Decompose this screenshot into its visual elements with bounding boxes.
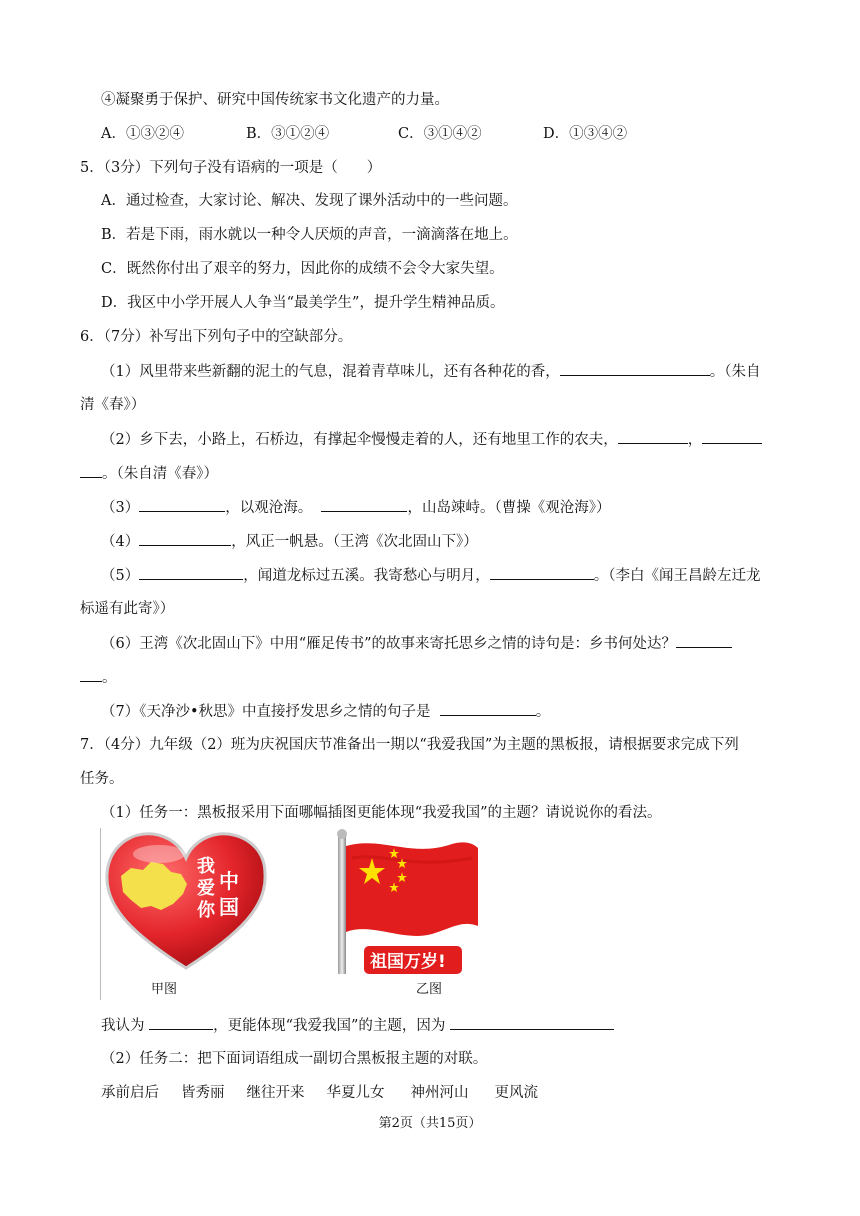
fill-blank[interactable] [139,531,231,546]
flag-image [332,828,482,978]
q5-option-d: D．我区中小学开展人人争当“最美学生”，提升学生精神品质。 [101,295,505,311]
figure-b-caption: 乙图 [416,982,443,997]
q6-sentence-3 [101,497,610,518]
fill-blank[interactable] [702,429,762,444]
q6-s1-source-cont: 清《春》） [80,397,146,413]
q6-s5-source-cont: 标遥有此寄》） [80,601,175,617]
q4-option-b: B．③①②④ [246,126,330,142]
fill-blank[interactable] [440,701,536,716]
word: 皆秀丽 [181,1085,225,1101]
q7-stem: 7．（4分）九年级（2）班为庆祝国庆节准备出一期以“我爱我国”为主题的黑板报，请根据要求完成下列 [80,737,739,753]
fill-blank[interactable] [450,1015,614,1030]
word: 华夏儿女 [326,1085,385,1101]
fill-blank[interactable] [321,497,407,512]
q6-sentence-6-cont [80,667,117,688]
figure-a [100,828,271,1000]
fill-blank[interactable] [139,565,243,580]
fill-blank[interactable] [149,1015,213,1030]
banner-text: 祖国万岁! [370,952,446,972]
q6-sentence-1 [101,361,760,382]
fill-blank[interactable] [80,463,102,478]
q5-stem: 5．（3分）下列句子没有语病的一项是（ ） [80,160,382,176]
q6-s3-num: （3） [101,500,140,516]
q5-option-b: B．若是下雨，雨水就以一种令人厌烦的声音，一滴滴落在地上。 [101,227,518,243]
q7-stem-cont: 任务。 [80,771,124,787]
figure-a-caption: 甲图 [151,982,178,997]
q7-task-2: （2）任务二：把下面词语组成一副切合黑板报主题的对联。 [101,1051,488,1067]
flagpole [338,834,346,974]
q6-s5-mid: ，闻道龙标过五溪。我寄愁心与明月， [243,568,490,584]
q6-s2-source: 。（朱自清《春》） [102,466,218,482]
fill-blank[interactable] [139,497,225,512]
q6-sentence-4 [101,531,478,552]
page-footer: 第2页（共15页） [378,1116,482,1131]
fill-blank[interactable] [490,565,594,580]
q6-sentence-7 [101,701,550,722]
q4-option-a: A．①③②④ [101,126,184,142]
q6-s3-end: ，山岛竦峙。（曹操《观沧海》） [407,500,611,516]
heart-text-3: 你 [197,900,215,921]
q6-s7-text: （7）《天净沙•秋思》中直接抒发思乡之情的句子是 [101,704,431,720]
q6-s2-text: （2）乡下去，小路上，石桥边，有撑起伞慢慢走着的人，还有地里工作的农夫， [101,432,618,448]
q6-s5-source: 。（李白《闻王昌龄左迁龙 [593,568,761,584]
heart-map-image [101,828,271,978]
q6-s4-num: （4） [101,534,140,550]
q6-s2-comma: ， [687,432,703,448]
q6-s6-text: （6）王湾《次北固山下》中用“雁足传书”的故事来寄托思乡之情的诗句是：乡书何处达？ [101,636,677,652]
heart-text-2: 爱 [197,878,215,899]
q6-stem: 6．（7分）补写出下列句子中的空缺部分。 [80,329,353,345]
q6-s5-num: （5） [101,568,140,584]
q6-sentence-2-cont [80,463,218,484]
q4-item-4: ④凝聚勇于保护、研究中国传统家书文化遗产的力量。 [101,92,449,108]
q6-sentence-5 [101,565,760,586]
q5-option-c: C．既然你付出了艰辛的努力，因此你的成绩不会令大家失望。 [101,261,504,277]
q6-sentence-2 [101,429,762,450]
word: 继往开来 [246,1085,305,1101]
q6-s1-text: （1）风里带来些新翻的泥土的气息，混着青草味儿，还有各种花的香， [101,364,560,380]
heart-text-1: 我 [197,856,215,877]
q5-option-a: A．通过检查，大家讨论、解决、发现了课外活动中的一些问题。 [101,193,518,209]
q6-s6-end: 。 [102,670,117,686]
q7-task-1: （1）任务一：黑板报采用下面哪幅插图更能体现“我爱我国”的主题？请说说你的看法。 [101,805,662,821]
fill-blank[interactable] [676,633,732,648]
q7-answer-line [101,1015,614,1036]
q6-s7-end: 。 [535,704,551,720]
q4-option-c: C．③①④② [398,126,482,142]
word: 神州河山 [410,1085,469,1101]
heart-text-4: 中 [219,869,239,893]
q7-word-list [101,1083,538,1103]
q7-answer-a: 我认为 [101,1018,145,1034]
q7-answer-b: ，更能体现“我爱我国”的主题，因为 [213,1018,446,1034]
q6-s3-mid: ，以观沧海。 [225,500,313,516]
word: 承前启后 [101,1085,159,1101]
q4-option-d: D．①③④② [543,126,628,142]
fill-blank[interactable] [80,667,102,682]
q6-sentence-6 [101,633,732,654]
fill-blank[interactable] [560,361,710,376]
q6-s1-source: 。（朱自 [709,364,761,380]
q6-s4-end: ，风正一帆悬。（王湾《次北固山下》） [231,534,478,550]
fill-blank[interactable] [618,429,688,444]
word: 更风流 [494,1085,538,1101]
heart-text-5: 国 [219,895,239,919]
figure-b [332,828,482,1000]
